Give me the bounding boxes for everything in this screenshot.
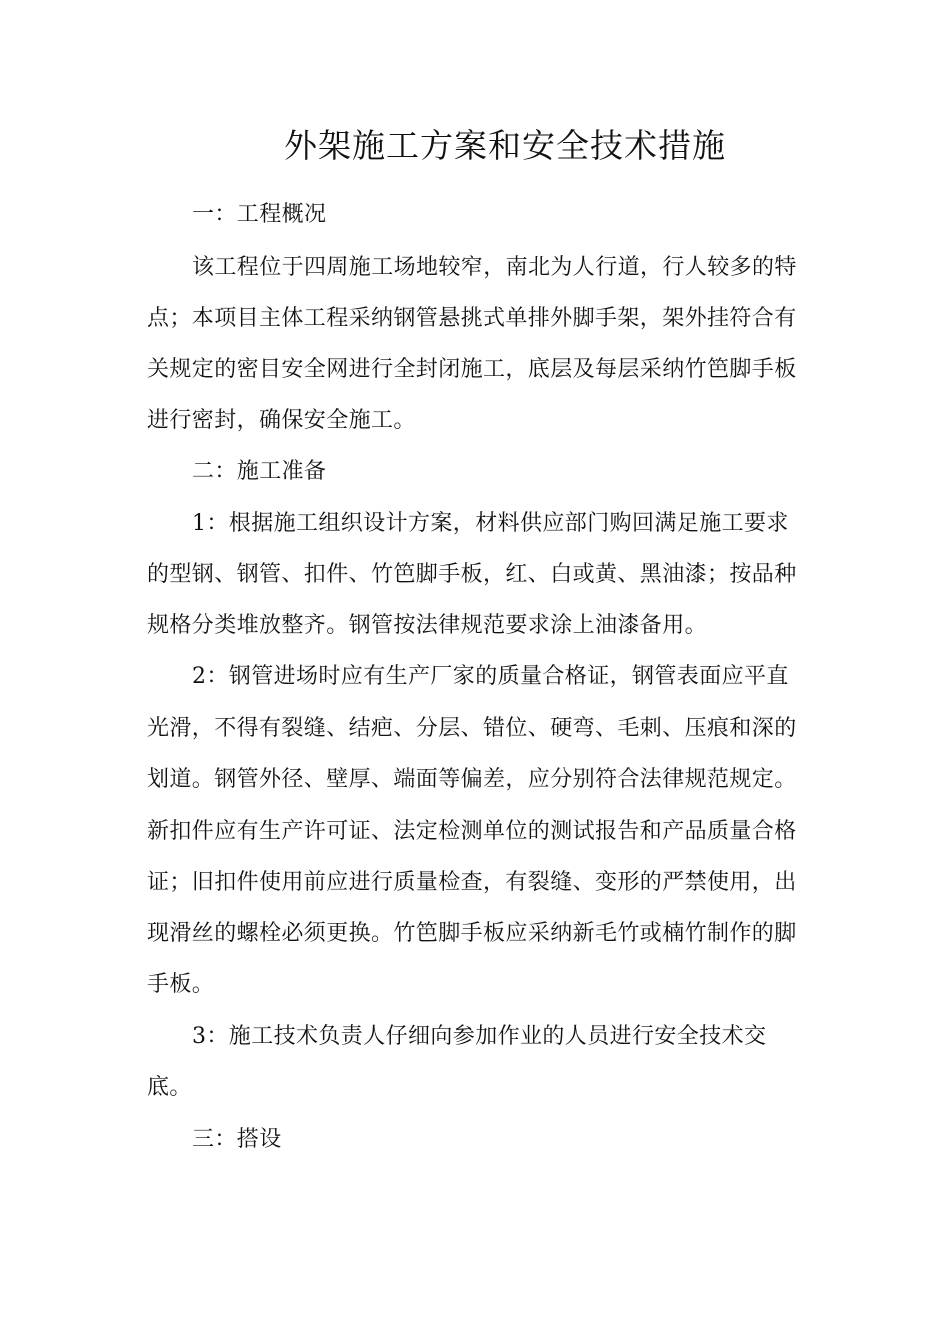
- paragraph-line: 底。: [147, 1075, 192, 1100]
- paragraph-line: 的型钢、钢管、扣件、竹笆脚手板，红、白或黄、黑油漆；按品种: [147, 562, 797, 587]
- paragraph-line: 规格分类堆放整齐。钢管按法律规范要求涂上油漆备用。: [147, 613, 708, 638]
- paragraph-line: 证；旧扣件使用前应进行质量检查，有裂缝、变形的严禁使用，出: [147, 870, 797, 895]
- paragraph-line: 进行密封，确保安全施工。: [147, 408, 416, 433]
- paragraph-line: 1：根据施工组织设计方案，材料供应部门购回满足施工要求: [192, 511, 789, 536]
- paragraph-line: 点；本项目主体工程采纳钢管悬挑式单排外脚手架，架外挂符合有: [147, 306, 797, 331]
- paragraph-line: 手板。: [147, 972, 215, 997]
- paragraph-line: 划道。钢管外径、壁厚、端面等偏差，应分别符合法律规范规定。: [147, 767, 797, 792]
- paragraph-line: 2：钢管进场时应有生产厂家的质量合格证，钢管表面应平直: [192, 664, 789, 689]
- paragraph-line: 现滑丝的螺栓必须更换。竹笆脚手板应采纳新毛竹或楠竹制作的脚: [147, 921, 797, 946]
- section-heading-preparation: 二：施工准备: [192, 459, 327, 484]
- section-heading-overview: 一：工程概况: [192, 202, 327, 227]
- paragraph-line: 关规定的密目安全网进行全封闭施工，底层及每层采纳竹笆脚手板: [147, 357, 797, 382]
- paragraph-line: 3：施工技术负责人仔细向参加作业的人员进行安全技术交: [192, 1024, 767, 1049]
- paragraph-line: 该工程位于四周施工场地较窄，南北为人行道，行人较多的特: [192, 255, 797, 280]
- paragraph-line: 光滑，不得有裂缝、结疤、分层、错位、硬弯、毛刺、压痕和深的: [147, 716, 797, 741]
- paragraph-line: 新扣件应有生产许可证、法定检测单位的测试报告和产品质量合格: [147, 819, 797, 844]
- section-heading-erection: 三：搭设: [192, 1127, 282, 1152]
- document-title: 外架施工方案和安全技术措施: [284, 126, 726, 165]
